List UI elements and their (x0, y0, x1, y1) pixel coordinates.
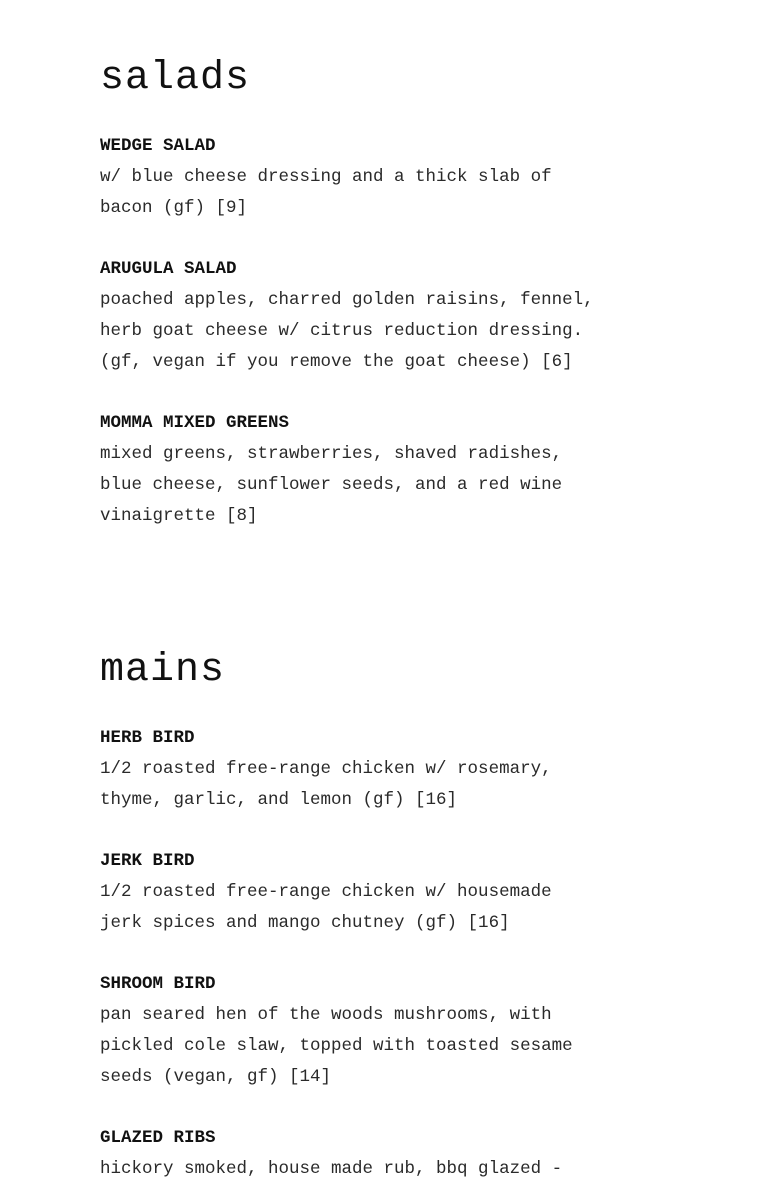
section-title-mains: mains (100, 648, 226, 693)
mains-list (100, 723, 700, 1185)
menu-item-description: 1/2 roasted free-range chicken w/ housemade jerk spices and mango chutney (gf) [16] (100, 882, 552, 933)
menu-item-name: SHROOM BIRD (100, 974, 216, 994)
menu-item-momma-mixed-greens (100, 408, 700, 532)
menu-item-wedge-salad (100, 131, 700, 224)
menu-item-name: WEDGE SALAD (100, 136, 216, 156)
menu-item-name: HERB BIRD (100, 728, 195, 748)
menu-item-name: MOMMA MIXED GREENS (100, 413, 290, 433)
menu-item-description: w/ blue cheese dressing and a thick slab of bacon (gf) [9] (100, 167, 552, 218)
menu-item-description: 1/2 roasted free-range chicken w/ rosemary, thyme, garlic, and lemon (gf) [16] (100, 759, 552, 810)
menu-item-description: hickory smoked, house made rub, bbq glazed - (100, 1159, 563, 1179)
salads-list (100, 131, 700, 532)
menu-item-name: JERK BIRD (100, 851, 195, 871)
menu-item-name: ARUGULA SALAD (100, 259, 237, 279)
menu-item-name: GLAZED RIBS (100, 1128, 216, 1148)
menu-item-description: pan seared hen of the woods mushrooms, with pickled cole slaw, topped with toasted sesame seeds (vegan, gf) [14] (100, 1005, 573, 1087)
menu-item-jerk-bird (100, 846, 700, 939)
menu-item-herb-bird (100, 723, 700, 816)
menu-item-arugula-salad (100, 254, 700, 378)
menu-item-description: poached apples, charred golden raisins, fennel, herb goat cheese w/ citrus reduction dressing. (gf, vegan if you remove the goat cheese) [6] (100, 290, 594, 372)
section-title-salads: salads (100, 56, 251, 101)
menu-item-glazed-ribs (100, 1123, 700, 1185)
menu-item-shroom-bird (100, 969, 700, 1093)
menu-page (100, 0, 700, 1185)
menu-item-description: mixed greens, strawberries, shaved radishes, blue cheese, sunflower seeds, and a red wine vinaigrette [8] (100, 444, 563, 526)
